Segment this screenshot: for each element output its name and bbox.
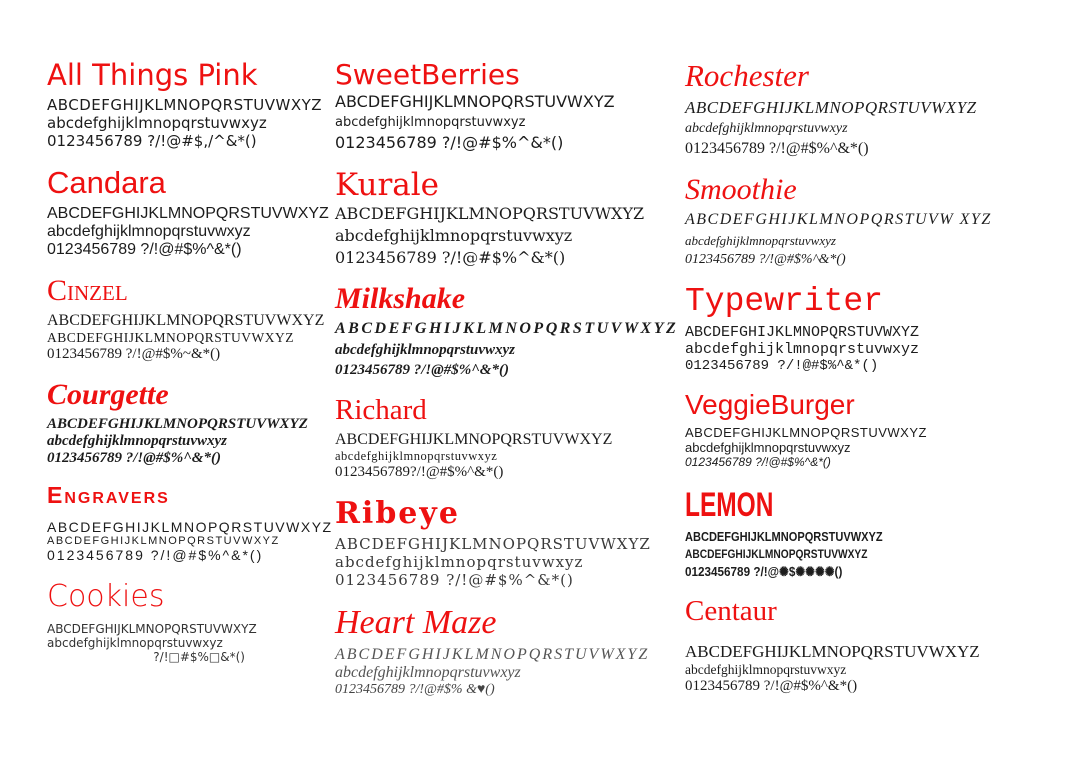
sample-numerals: 0123456789 ?/!@#$%^&*() [685,140,869,157]
font-title: All Things Pink [47,58,258,92]
sample-uppercase: ABCDEFGHIJKLMNOPQRSTUVWXYZ [47,519,333,535]
font-specimen-typewriter [685,283,1025,374]
font-specimen-engravers [47,482,335,564]
sample-uppercase: ABCDEFGHIJKLMNOPQRSTUVWXYZ [685,529,883,544]
font-title: Rochester [685,58,809,93]
font-specimen-candara [47,165,335,259]
sample-uppercase: ABCDEFGHIJKLMNOPQRSTUVWXYZ [685,642,980,661]
sample-numerals: 0123456789 ?/!@✺$✺✺✺✺() [685,564,843,579]
font-specimen-ribeye [335,496,685,589]
sample-numerals: 0123456789 ?/!@#$%^&*() [685,252,846,267]
sample-numerals: 0123456789 ?/!@#$%^&*() [335,133,564,152]
sample-numerals: 0123456789?/!@#$%^&*() [335,464,504,480]
specimen-column-1 [47,58,335,713]
font-title: Richard [335,394,427,426]
font-title: Kurale [335,167,440,203]
font-specimen-veggieburger [685,389,1025,471]
sample-numerals: 0123456789 ?/!@#$%^&*() [685,455,831,469]
sample-lowercase: ABCDEFGHIJKLMNOPQRSTUVWXYZ [47,330,295,345]
sample-numerals: 0123456789 ?/!@#$%^&*() [685,358,879,374]
font-specimen-rochester [685,58,1025,158]
sample-lowercase: abcdefghijklmnopqrstuvwxyz [335,115,526,130]
font-title: Smoothie [685,173,797,206]
font-specimen-richard [335,394,685,481]
sample-uppercase: ABCDEFGHIJKLMNOPQRSTUVWXYZ [335,92,615,111]
sample-uppercase: ABCDEFGHIJKLMNOPQRSTUVWXYZ [335,204,645,223]
sample-uppercase: ABCDEFGHIJKLMNOPQRSTUVW XYZ [685,211,992,228]
font-specimen-cookies [47,579,335,664]
sample-uppercase: ABCDEFGHIJKLMNOPQRSTUVWXYZ [335,646,650,663]
sample-numerals: 0123456789 ?/!@#$%^&*() [47,547,264,563]
sample-uppercase: ABCDEFGHIJKLMNOPQRSTUVWXYZ [685,425,927,440]
specimen-column-2 [335,58,685,713]
sample-uppercase: ABCDEFGHIJKLMNOPQRSTUVWXYZ [335,431,613,448]
sample-numerals: 0123456789 ?/!@#$% &♥() [335,682,495,697]
sample-lowercase: abcdefghijklmnopqrstuvwxyz [47,114,267,132]
font-specimen-centaur [685,595,1025,695]
sample-uppercase: ABCDEFGHIJKLMNOPQRSTUVWXYZ [685,98,977,117]
sample-numerals: 0123456789 ?/!@#$%^&*() [47,241,242,258]
sample-lowercase: abcdefghijklmnopqrstuvwxyz [685,233,836,248]
sample-uppercase: ABCDEFGHIJKLMNOPQRSTUVWXYZ [47,96,323,114]
sample-uppercase: ABCDEFGHIJKLMNOPQRSTUVWXYZ [47,416,308,432]
sample-numerals: 0123456789 ?/!@#$%^&*() [335,362,509,378]
sample-numerals: 0123456789 ?/!@#$%~&*() [47,346,221,362]
font-title: SweetBerries [335,58,520,91]
font-title: Heart Maze [335,604,497,641]
sample-lowercase: abcdefghijklmnopqrstuvwxyz [335,449,498,463]
font-title: Candara [47,165,166,200]
sample-uppercase: ABCDEFGHIJKLMNOPQRSTUVWXYZ [685,324,920,341]
sample-lowercase: abcdefghijklmnopqrstuvwxyz [47,636,223,650]
sample-uppercase: ABCDEFGHIJKLMNOPQRSTUVWXYZ [47,205,329,222]
font-specimen-courgette [47,378,335,467]
font-title: Milkshake [335,282,466,315]
font-title: LEMON [685,486,774,524]
font-specimen-heart-maze [335,604,685,698]
sample-lowercase: abcdefghijklmnopqrstuvwxyz [685,440,851,455]
sample-lowercase: ABCDEFGHIJKLMNOPQRSTUVWXYZ [685,547,868,561]
sample-uppercase: ABCDEFGHIJKLMNOPQRSTUVWXYZ [335,320,679,337]
sample-uppercase: ABCDEFGHIJKLMNOPQRSTUVWXYZ [47,622,257,636]
specimen-column-3 [685,58,1025,713]
sample-numerals: 0123456789 ?/!@#$%^&*() [685,678,858,694]
font-title: VeggieBurger [685,389,855,420]
font-title: Engravers [47,482,170,508]
font-specimen-all-things-pink [47,58,335,150]
font-specimen-smoothie [685,173,1025,268]
font-title: Centaur [685,595,777,627]
font-specimen-milkshake [335,282,685,379]
sample-numerals: ?/!□#$%□&*() [153,650,245,664]
font-specimen-kurale [335,167,685,267]
sample-lowercase: abcdefghijklmnopqrstuvwxyz [685,341,920,358]
font-title: Cookies [47,579,165,614]
font-specimen-lemon [685,486,1025,580]
font-title: Courgette [47,378,169,411]
sample-lowercase: abcdefghijklmnopqrstuvwxyz [47,223,251,240]
font-title: Cinzel [47,274,128,307]
sample-lowercase: abcdefghijklmnopqrstuvwxyz [335,553,584,571]
sample-lowercase: abcdefghijklmnopqrstuvwxyz [335,342,516,358]
font-specimen-sweetberries [335,58,685,152]
sample-lowercase: abcdefghijklmnopqrstuvwxyz [335,664,521,681]
font-specimen-cinzel [47,274,335,363]
sample-uppercase: ABCDEFGHIJKLMNOPQRSTUVWXYZ [47,312,325,329]
sample-numerals: 0123456789 ?/!@#$%^&*() [335,571,574,589]
sample-lowercase: abcdefghijklmnopqrstuvwxyz [685,121,848,136]
sample-lowercase: ABCDEFGHIJKLMNOPQRSTUVWXYZ [47,535,280,547]
sample-uppercase: ABCDEFGHIJKLMNOPQRSTUVWXYZ [335,535,651,553]
font-title: Typewriter [685,283,884,320]
sample-lowercase: abcdefghijklmnopqrstuvwxyz [685,662,847,677]
font-title: Ribeye [335,496,460,531]
sample-lowercase: abcdefghijklmnopqrstuvwxyz [335,226,573,245]
sample-numerals: 0123456789 ?/!@#$,/^&*() [47,132,257,150]
sample-numerals: 0123456789 ?/!@#$%^&*() [47,450,221,466]
sample-lowercase: abcdefghijklmnopqrstuvwxyz [47,433,228,449]
sample-numerals: 0123456789 ?/!@#$%^&*() [335,248,566,267]
